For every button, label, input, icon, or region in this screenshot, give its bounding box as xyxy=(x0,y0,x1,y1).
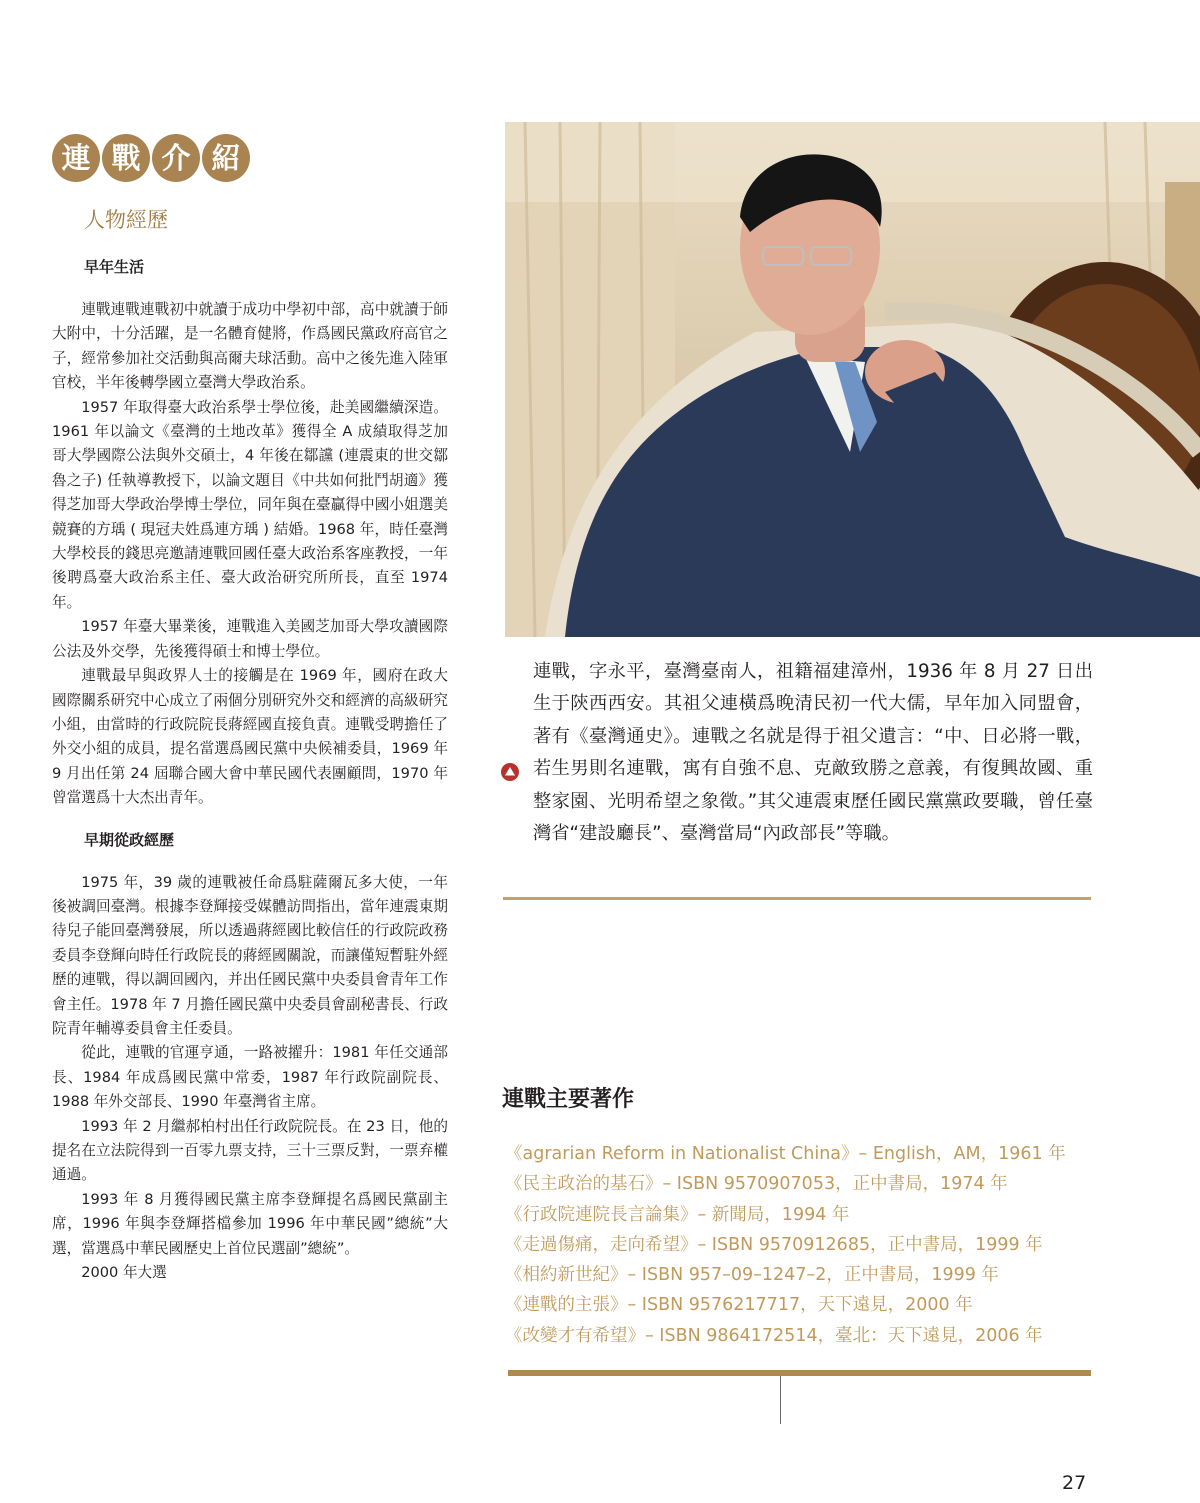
title-char: 連 xyxy=(52,134,100,182)
title-char: 戰 xyxy=(102,134,150,182)
triangle-marker-icon xyxy=(500,762,520,782)
paragraph: 1957 年取得臺大政治系學士學位後，赴美國繼續深造。1961 年以論文《臺灣的土地改革》獲得全 A 成績取得芝加哥大學國際公法與外交碩士，4 年後在鄒讜 (連震東的世交鄒魯之子) 任執導教授下，以論文題目《中共如何批鬥胡適》獲得芝加哥大學政治學博士學位，同年與在臺贏得中國小姐選美競賽的方瑀 ( 現冠夫姓爲連方瑀 ) 結婚。1968 年，時任臺灣大學校長的錢思亮邀請連戰回國任臺大政治系客座教授，一年後聘爲臺大政治系主任、臺大政治研究所所長，直至 1974 年。 xyxy=(52,398,448,611)
vertical-divider xyxy=(780,1376,781,1424)
list-item: 《改變才有希望》– ISBN 9864172514，臺北：天下遠見，2006 年 xyxy=(505,1325,1043,1346)
section-heading-early-life: 早年生活 xyxy=(84,258,145,276)
paragraph: 1957 年臺大畢業後，連戰進入美國芝加哥大學攻讀國際公法及外交學，先後獲得碩士和博士學位。 xyxy=(52,618,448,660)
list-item: 《agrarian Reform in Nationalist China》– English，AM，1961 年 xyxy=(505,1144,1066,1164)
paragraph: 1975 年，39 歲的連戰被任命爲駐薩爾瓦多大使，一年後被調回臺灣。根據李登輝接受媒體訪問指出，當年連震東期待兒子能回臺灣發展，所以透過蔣經國比較信任的行政院政務委員李登輝向時任行政院長的蔣經國關說，而讓僅短暫駐外經歷的連戰，得以調回國內，并出任國民黨中央委員會青年工作會主任。1978 年 7 月擔任國民黨中央委員會副秘書長、行政院青年輔導委員會主任委員。 xyxy=(52,873,449,1037)
works-list xyxy=(505,1139,1066,1351)
list-item: 《民主政治的基石》– ISBN 9570907053，正中書局，1974 年 xyxy=(505,1174,1008,1195)
divider xyxy=(503,897,1091,900)
works-heading: 連戰主要著作 xyxy=(502,1087,635,1112)
paragraph: 1993 年 8 月獲得國民黨主席李登輝提名爲國民黨副主席，1996 年與李登輝搭檔參加 1996 年中華民國”總統”大選，當選爲中華民國歷史上首位民選副”總統”。 xyxy=(52,1190,448,1257)
subtitle: 人物經歷 xyxy=(84,208,168,232)
paragraph: 2000 年大選 xyxy=(81,1264,167,1282)
list-item: 《走過傷痛，走向希望》– ISBN 9570912685，正中書局，1999 年 xyxy=(505,1234,1043,1255)
list-item: 《行政院連院長言論集》– 新聞局，1994 年 xyxy=(505,1204,850,1225)
paragraph: 從此，連戰的官運亨通，一路被擢升：1981 年任交通部長、1984 年成爲國民黨中常委，1987 年行政院副院長、1988 年外交部長、1990 年臺灣省主席。 xyxy=(52,1044,448,1111)
page-title xyxy=(52,134,250,182)
paragraph: 連戰最早與政界人士的接觸是在 1969 年，國府在政大國際關系研究中心成立了兩個分別研究外交和經濟的高級研究小組，由當時的行政院院長蔣經國直接負責。連戰受聘擔任了外交小組的成員，提名當選爲國民黨中央候補委員，1969 年 9 月出任第 24 屆聯合國大會中華民國代表團顧問，1970 年曾當選爲十大杰出青年。 xyxy=(52,667,448,807)
list-item: 《連戰的主張》– ISBN 9576217717，天下遠見，2000 年 xyxy=(505,1295,973,1316)
title-char: 紹 xyxy=(202,134,250,182)
paragraph: 連戰連戰連戰初中就讀于成功中學初中部，高中就讀于師大附中，十分活躍，是一名體育健將，作爲國民黨政府高官之子，經常參加社交活動與高爾夫球活動。高中之後先進入陸軍官校，半年後轉學國立臺灣大學政治系。 xyxy=(52,301,448,392)
portrait-photo xyxy=(505,122,1200,637)
portrait-illustration xyxy=(505,122,1200,637)
photo-caption: 連戰，字永平，臺灣臺南人，祖籍福建漳州，1936 年 8 月 27 日出生于陝西西安。其祖父連橫爲晚清民初一代大儒，早年加入同盟會，著有《臺灣通史》。連戰之名就是得于祖父遺言：“中、日必將一戰，若生男則名連戰，寓有自強不息、克敵致勝之意義，有復興故國、重整家園、光明希望之象徵。”其父連震東歷任國民黨黨政要職，曾任臺灣省“建設廳長”、臺灣當局“內政部長”等職。 xyxy=(533,661,1093,845)
title-char: 介 xyxy=(152,134,200,182)
paragraph: 1993 年 2 月繼郝柏村出任行政院院長。在 23 日，他的提名在立法院得到一百零九票支持，三十三票反對，一票弃權通過。 xyxy=(52,1117,448,1184)
divider xyxy=(508,1370,1091,1376)
page-number: 27 xyxy=(1062,1472,1087,1494)
biography-column xyxy=(52,256,448,1285)
list-item: 《相約新世紀》– ISBN 957–09–1247–2，正中書局，1999 年 xyxy=(505,1265,999,1286)
section-heading-early-politics: 早期從政經歷 xyxy=(84,830,175,849)
